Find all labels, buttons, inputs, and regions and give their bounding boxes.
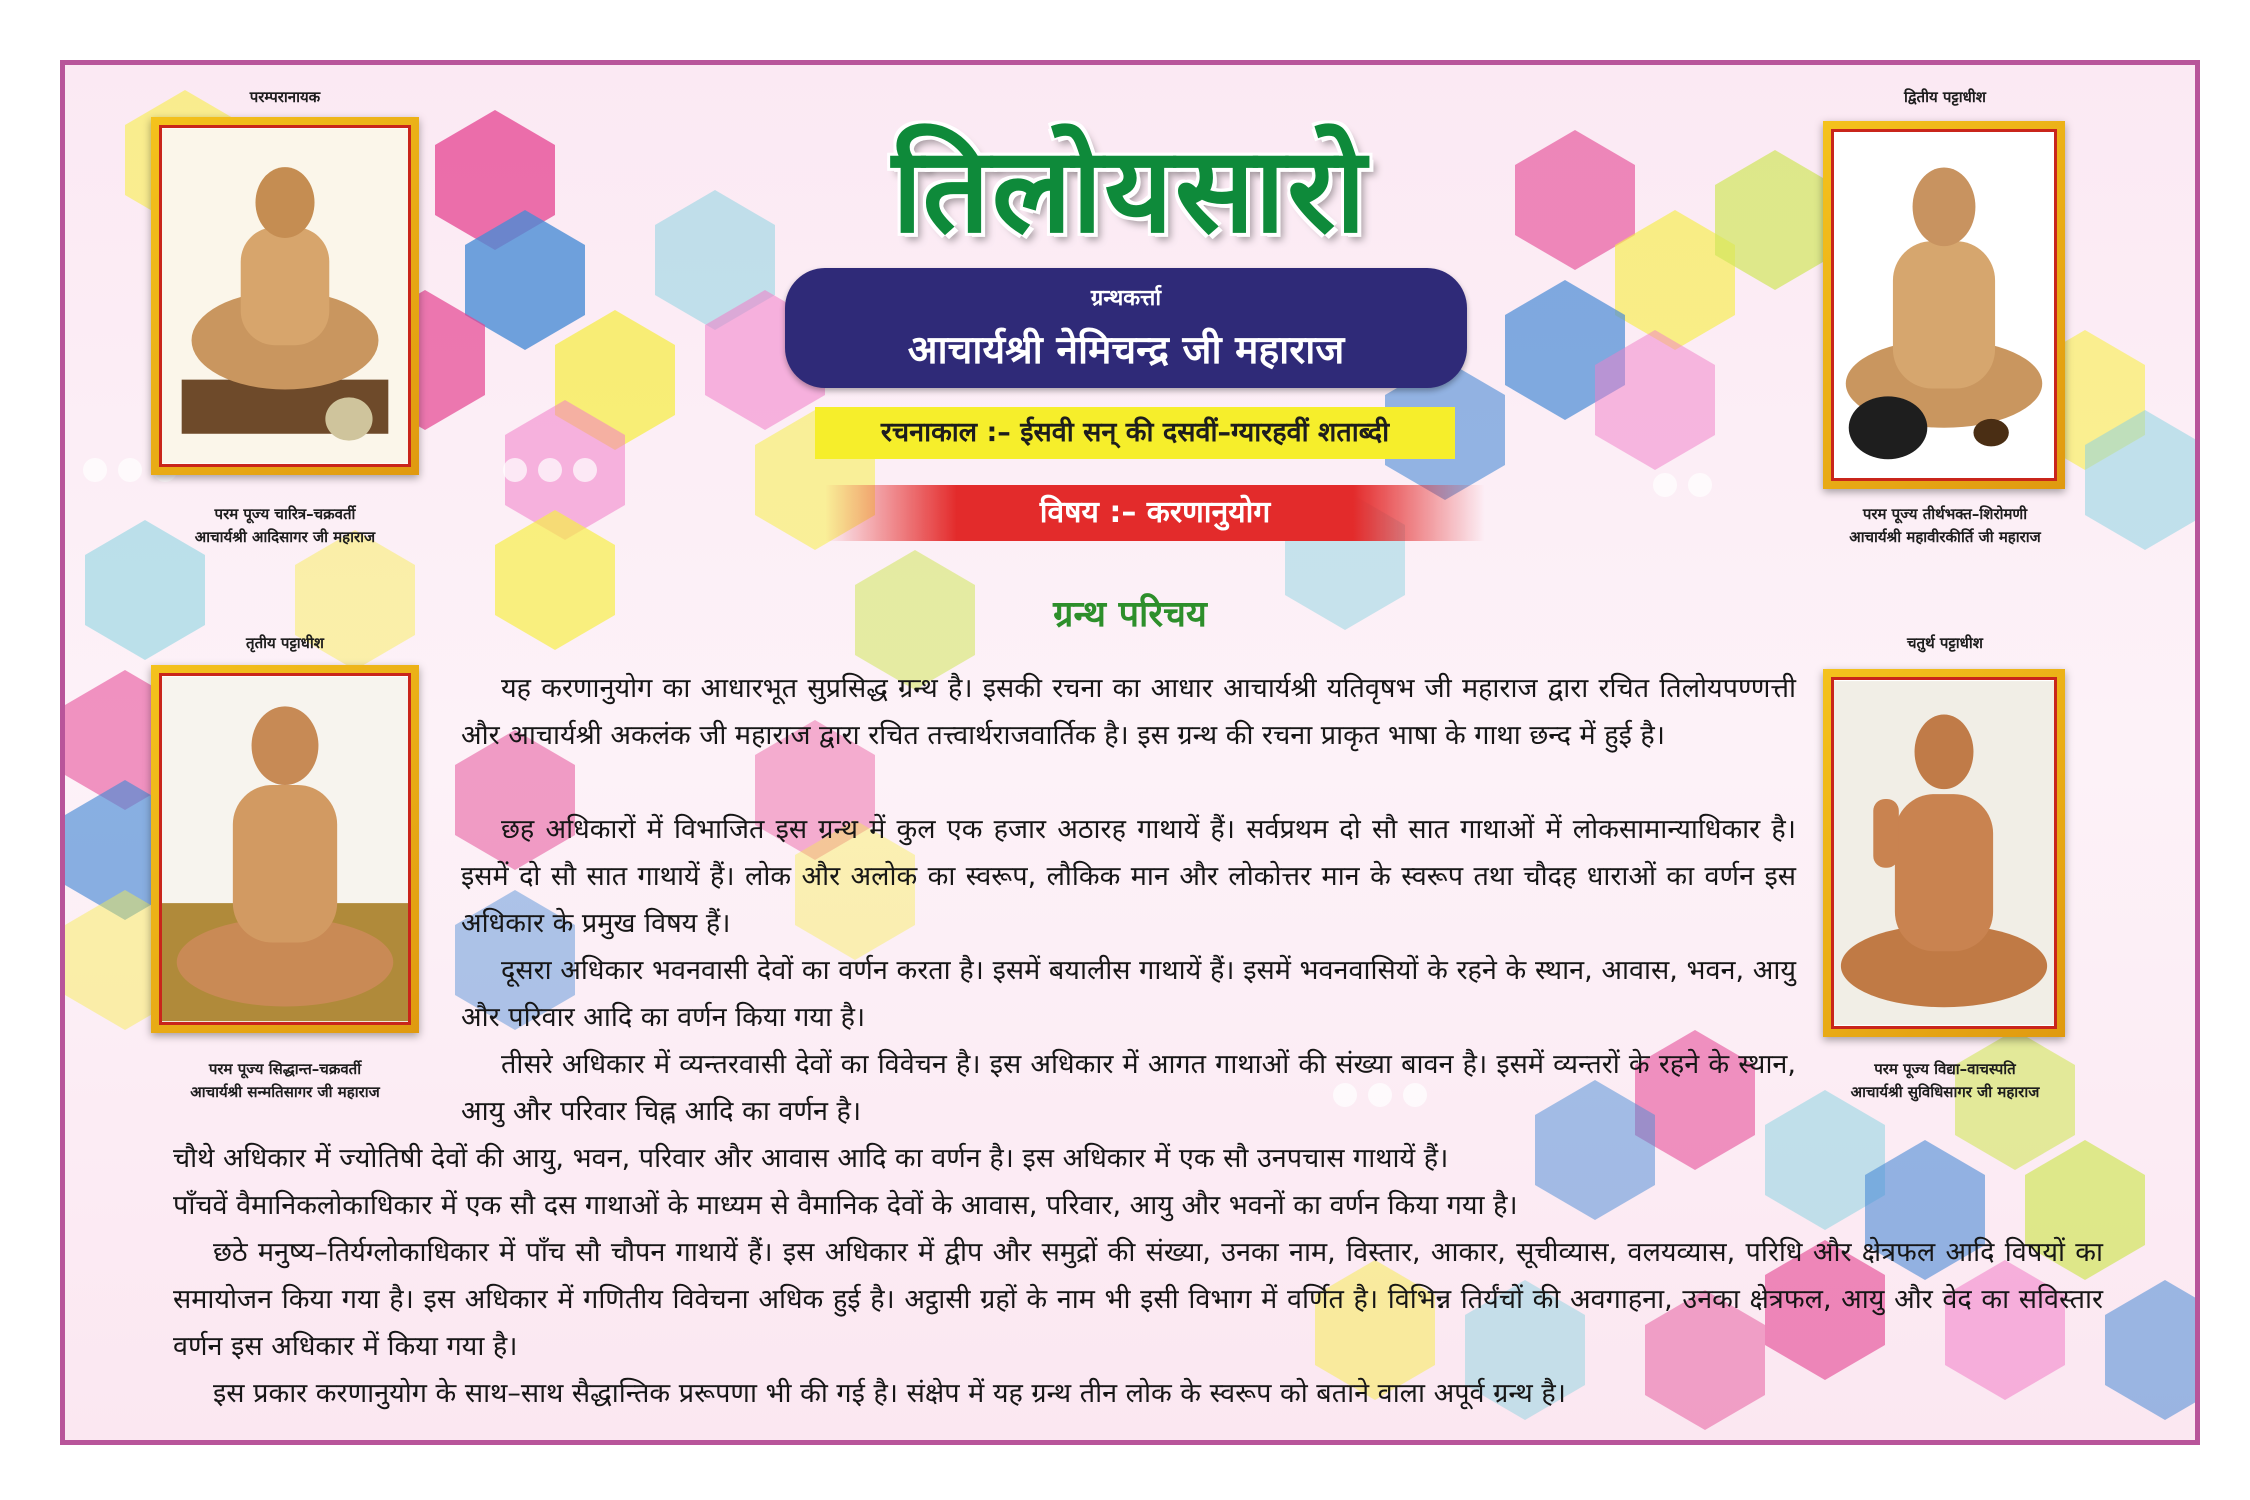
- portrait-caption-name: आचार्यश्री आदिसागर जी महाराज: [194, 528, 376, 546]
- portrait-top-label: तृतीय पट्टाधीश: [246, 634, 324, 652]
- portrait-photo: [159, 673, 411, 1025]
- portrait-frame: [1823, 121, 2065, 489]
- portrait-frame: [1823, 669, 2065, 1037]
- intro-heading: ग्रन्थ परिचय: [1053, 594, 1207, 635]
- bubble-dot: [1688, 473, 1712, 497]
- bubble-dot: [573, 458, 597, 482]
- portrait-photo: [1831, 677, 2057, 1029]
- portrait-torso: [233, 785, 337, 942]
- bubble-dot: [83, 458, 107, 482]
- hexagon-shape: [2105, 1280, 2195, 1420]
- portrait-caption: [155, 503, 415, 549]
- intro-paragraph: छह अधिकारों में विभाजित इस ग्रन्थ में कुल एक हजार अठारह गाथायें हैं। सर्वप्रथम दो सौ सात गाथाओं में लोकसामान्याधिकार है। इसमें दो सौ सात गाथायें हैं। लोक और अलोक का स्वरूप, लौकिक मान और लोकोत्तर मान के स्वरूप तथा चौदह धाराओं का वर्णन इस अधिकार के प्रमुख विषय हैं।: [461, 814, 1796, 939]
- portrait-head: [1913, 168, 1976, 247]
- portrait-caption: [1805, 1058, 2085, 1104]
- portrait-caption: [1805, 503, 2085, 549]
- author-name: आचार्यश्री नेमिचन्द्र जी महाराज: [907, 328, 1345, 373]
- bubble-dot: [1653, 473, 1677, 497]
- subject-band: विषय :– करणानुयोग: [825, 485, 1485, 541]
- portrait-frame: [151, 117, 419, 475]
- portrait-head: [252, 706, 319, 785]
- intro-paragraph: इस प्रकार करणानुयोग के साथ–साथ सैद्धान्तिक प्ररूपणा भी की गई है। संक्षेप में यह ग्रन्थ तीन लोक के स्वरूप को बताने वाला अपूर्व ग्रन्थ है।: [213, 1378, 1566, 1409]
- seated-monk-icon: [1834, 680, 2054, 1026]
- portrait-caption: [145, 1058, 425, 1104]
- portrait-torso: [1895, 794, 1993, 951]
- intro-paragraph: छठे मनुष्य–तिर्यग्लोकाधिकार में पाँच सौ चौपन गाथायें हैं। इस अधिकार में द्वीप और समुद्रों की संख्या, उनका नाम, विस्तार, आकार, सूचीव्यास, वलयव्यास, परिधि और क्षेत्रफल आदि विषयों का समायोजन किया गया है। इस अधिकार में गणितीय विवेचना अधिक हुई है। अट्ठासी ग्रहों के नाम भी इसी विभाग में वर्णित है। विभिन्न तिर्यंचों की अवगाहना, उनका क्षेत्रफल, आयु और वेद का सविस्तार वर्णन इस अधिकार में किया गया है।: [173, 1237, 2103, 1362]
- portrait-head: [1915, 715, 1974, 790]
- portrait-torso: [1893, 241, 1995, 388]
- portrait-caption-title: परम पूज्य चारित्र–चक्रवर्ती: [214, 505, 356, 523]
- portrait-raised-hand: [1873, 799, 1899, 868]
- seated-monk-icon: [162, 128, 408, 464]
- portrait-top-label: द्वितीय पट्टाधीश: [1904, 88, 1986, 106]
- poster: [60, 60, 2200, 1445]
- seated-monk-icon: [162, 676, 408, 1022]
- author-label: ग्रन्थकर्त्ता: [1090, 286, 1162, 311]
- portrait-pichhi: [1849, 396, 1928, 459]
- bubble-dot: [503, 458, 527, 482]
- intro-paragraph: चौथे अधिकार में ज्योतिषी देवों की आयु, भवन, परिवार और आवास आदि का वर्णन है। इस अधिकार में एक सौ उनपचास गाथायें हैं।: [173, 1143, 1449, 1174]
- portrait-caption-title: परम पूज्य तीर्थभक्त–शिरोमणी: [1862, 505, 2028, 523]
- intro-paragraph: यह करणानुयोग का आधारभूत सुप्रसिद्ध ग्रन्थ है। इसकी रचना का आधार आचार्यश्री यतिवृषभ जी महाराज द्वारा रचित तिलोयपण्णत्ती और आचार्यश्री अकलंक जी महाराज द्वारा रचित तत्त्वार्थराजवार्तिक है। इस ग्रन्थ की रचना प्राकृत भाषा के गाथा छन्द में हुई है।: [461, 673, 1796, 751]
- portrait-caption-title: परम पूज्य सिद्धान्त–चक्रवर्ती: [208, 1060, 362, 1078]
- poster-title: तिलोयसारो: [892, 121, 1368, 259]
- portrait-caption-name: आचार्यश्री सन्मतिसागर जी महाराज: [190, 1083, 380, 1101]
- portrait-caption-name: आचार्यश्री सुविधिसागर जी महाराज: [1850, 1083, 2040, 1101]
- portrait-caption-name: आचार्यश्री महावीरकीर्ति जी महाराज: [1849, 528, 2041, 546]
- bubble-dot: [118, 458, 142, 482]
- portrait-caption-title: परम पूज्य विद्या–वाचस्पति: [1874, 1060, 2016, 1078]
- intro-paragraph: पाँचवें वैमानिकलोकाधिकार में एक सौ दस गाथाओं के माध्यम से वैमानिक देवों के आवास, परिवार, आयु और भवनों का वर्णन किया गया है।: [173, 1190, 1518, 1221]
- portrait-torso: [241, 227, 330, 345]
- bubble-dot: [538, 458, 562, 482]
- intro-paragraph: तीसरे अधिकार में व्यन्तरवासी देवों का विवेचन है। इस अधिकार में आगत गाथाओं की संख्या बावन है। इसमें व्यन्तरों के रहने के स्थान, आयु और परिवार चिह्न आदि का वर्णन है।: [461, 1049, 1796, 1127]
- seated-monk-icon: [1834, 132, 2054, 478]
- portrait-frame: [151, 665, 419, 1033]
- portrait-top-label: परम्परानायक: [249, 88, 321, 106]
- intro-paragraph: दूसरा अधिकार भवनवासी देवों का वर्णन करता है। इसमें बयालीस गाथायें हैं। इसमें भवनवासियों के रहने के स्थान, आवास, भवन, आयु और परिवार आदि का वर्णन किया गया है।: [461, 955, 1796, 1033]
- author-panel: [785, 268, 1467, 388]
- portrait-photo: [1831, 129, 2057, 481]
- portrait-top-label: चतुर्थ पट्टाधीश: [1907, 634, 1983, 652]
- composition-period: रचनाकाल :– ईसवी सन् की दसवीं–ग्यारहवीं शताब्दी: [815, 407, 1455, 459]
- portrait-kamandal: [1973, 419, 2008, 447]
- portrait-head: [255, 167, 314, 238]
- portrait-kamandal: [325, 397, 372, 440]
- portrait-photo: [159, 125, 411, 467]
